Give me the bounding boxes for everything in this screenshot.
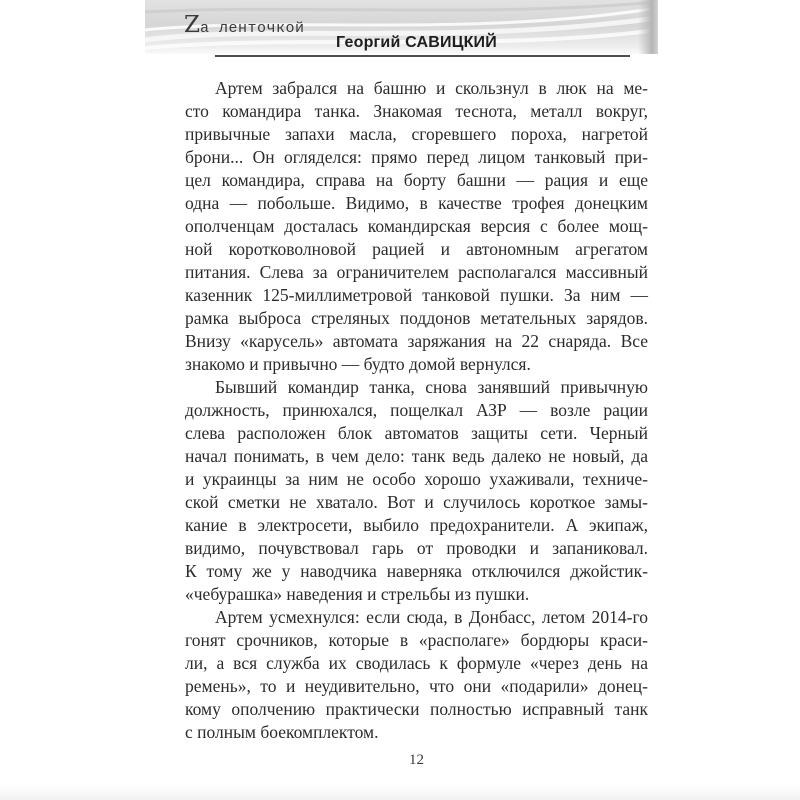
text-line: Артем забрался на башню и скользнул в люк на ме-	[215, 78, 648, 98]
text-line: с полным боекомплектом.	[185, 722, 379, 742]
text-line: и украинцы за ним не особо хорошо ухаживали, техниче-	[185, 469, 648, 489]
text-line: питания. Слева за ограничителем располагался массивный	[185, 262, 648, 282]
text-line: ной коротковолновой рацией и автономным агрегатом	[185, 239, 648, 259]
text-line: ополченцам досталась командирская версия с более мощ-	[185, 216, 648, 236]
text-line: ской сметки не хватало. Вот и случилось короткое замы-	[185, 492, 648, 512]
page-number: 12	[409, 752, 424, 768]
text-line: К тому же у наводчика наверняка отключился джойстик-	[185, 561, 648, 581]
text-line: кому ополчению практически полностью исправный танк	[185, 699, 648, 719]
text-line: привычные запахи масла, сгоревшего пороха, нагретой	[185, 124, 648, 144]
header-divider	[215, 55, 630, 57]
body-text	[185, 77, 648, 744]
text-line: казенник 125-миллиметровой танковой пушки. За ним —	[185, 285, 648, 305]
text-line: брони... Он огляделся: прямо перед лицом танковый при-	[185, 147, 648, 167]
text-line: ремень», то и неудивительно, что они «подарили» донец-	[185, 676, 648, 696]
text-line: сто командира танка. Знакомая теснота, металл вокруг,	[185, 101, 648, 121]
paragraph	[185, 376, 648, 606]
paragraph	[185, 606, 648, 744]
text-line: одна — побольше. Видимо, в качестве трофея донецким	[185, 193, 648, 213]
series-title-rest: а ленточкой	[199, 20, 305, 37]
series-title-initial: Z	[184, 12, 200, 38]
text-line: знакомо и привычно — будто домой вернулся.	[185, 354, 531, 374]
text-line: гонят срочников, которые в «располаге» бордюры краси-	[185, 630, 648, 650]
text-line: слева расположен блок автоматов защиты сети. Черный	[185, 423, 648, 443]
text-line: ли, а вся служба их сводилась к формуле «через день на	[185, 653, 648, 673]
text-line: Артем усмехнулся: если сюда, в Донбасс, летом 2014-го	[215, 607, 648, 627]
paragraph	[185, 77, 648, 376]
scan-shadow	[0, 784, 800, 800]
text-line: цел командира, справа на борту башни — рация и еще	[185, 170, 648, 190]
text-line: видимо, почувствовал гарь от проводки и запаниковал.	[185, 538, 648, 558]
text-line: Внизу «карусель» автомата заряжания на 22 снаряда. Все	[185, 331, 648, 351]
text-line: рамка выброса стреляных поддонов метательных зарядов.	[185, 308, 648, 328]
text-line: Бывший командир танка, снова занявший привычную	[215, 377, 648, 397]
text-line: должность, принюхался, пощелкал АЗР — возле рации	[185, 400, 648, 420]
author-name: Георгий САВИЦКИЙ	[336, 34, 497, 51]
text-line: кание в электросети, выбило предохранители. А экипаж,	[185, 515, 648, 535]
text-line: «чебурашка» наведения и стрельбы из пушки.	[185, 584, 530, 604]
text-line: начал понимать, в чем дело: танк ведь далеко не новый, да	[185, 446, 648, 466]
